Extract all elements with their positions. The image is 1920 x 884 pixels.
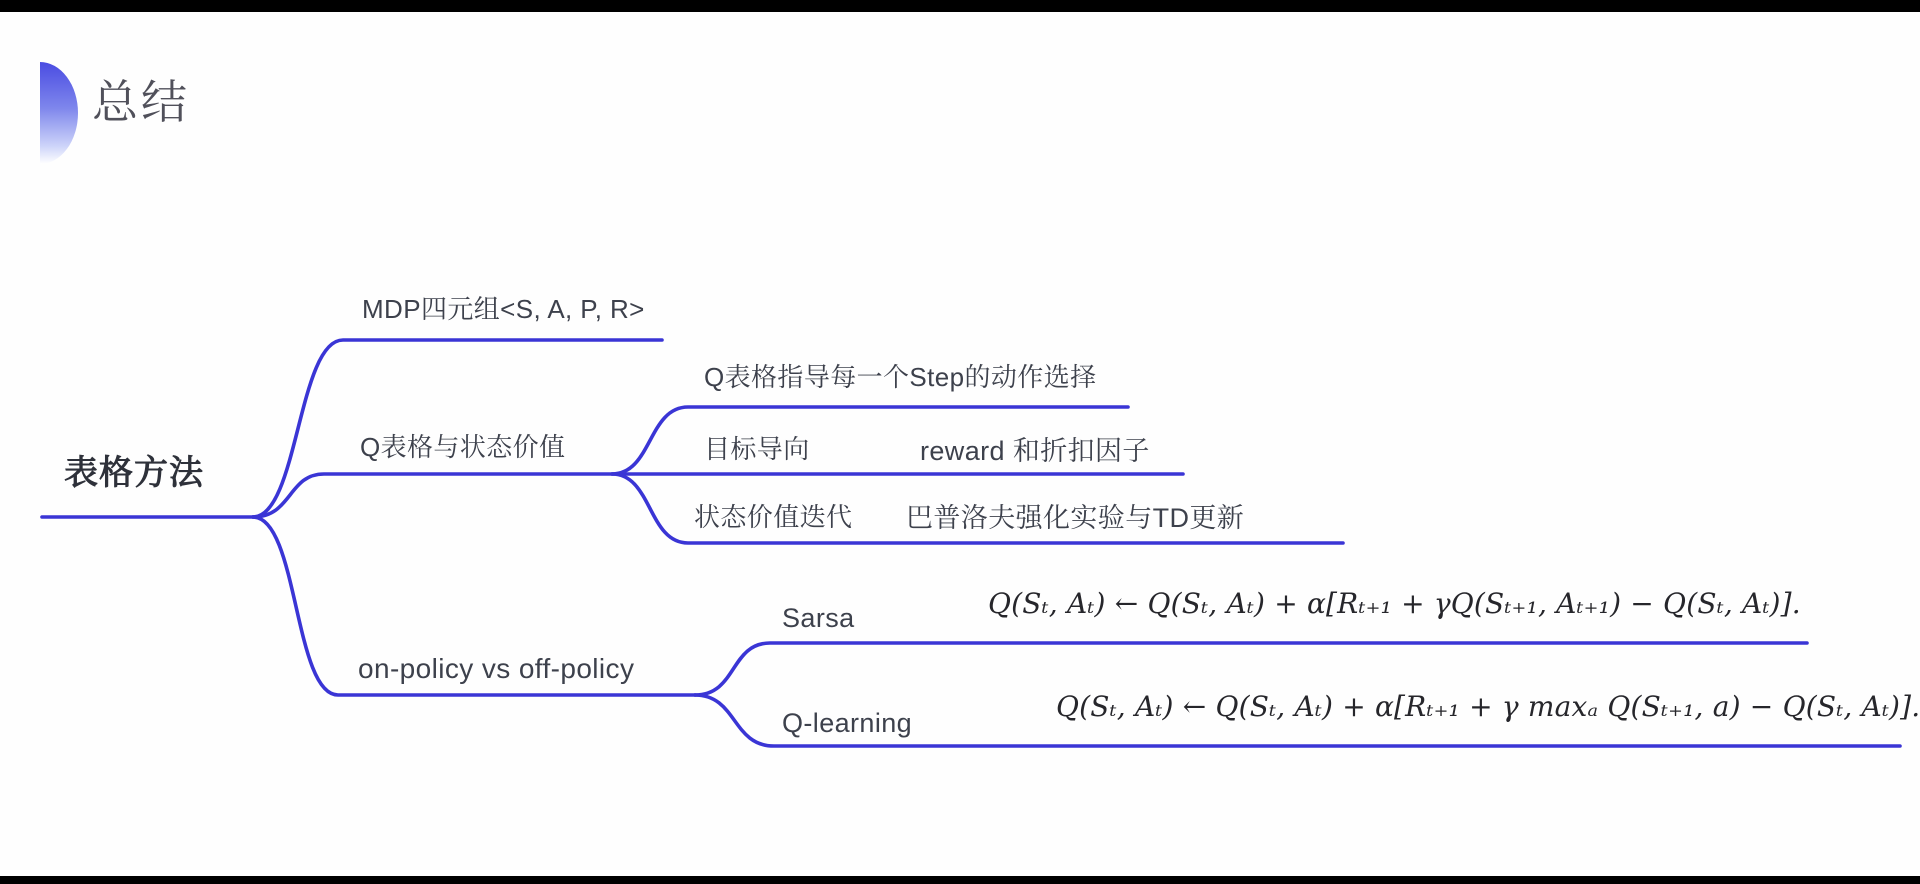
annotation-pavlov-td-update: 巴普洛夫强化实验与TD更新 [906,503,1245,533]
node-onpolicy-vs-offpolicy: on-policy vs off-policy [358,653,635,684]
page-title: 总结 [92,76,190,128]
branch-line-mdp [253,340,662,517]
branch-line-sarsa [695,643,1807,695]
node-qtable-step-action: Q表格指导每一个Step的动作选择 [704,362,1097,392]
node-qlearning: Q-learning [782,708,913,738]
node-goal-oriented: 目标导向 [704,434,810,464]
sarsa-update-formula: Q(Sₜ, Aₜ) ← Q(Sₜ, Aₜ) + α[Rₜ₊₁ + γQ(Sₜ₊₁, Aₜ₊₁) − Q(Sₜ, Aₜ)]. [988,587,1801,620]
node-mdp-tuple: MDP四元组<S, A, P, R> [362,294,645,324]
slide-canvas [0,12,1920,876]
node-qtable-state-value: Q表格与状态价值 [360,432,566,462]
node-state-value-iteration: 状态价值迭代 [694,502,853,532]
node-sarsa: Sarsa [782,603,855,633]
mindmap-root-node: 表格方法 [64,454,204,492]
qlearning-update-formula: Q(Sₜ, Aₜ) ← Q(Sₜ, Aₜ) + α[Rₜ₊₁ + γ maxₐ Q(Sₜ₊₁, a) − Q(Sₜ, Aₜ)]. [1056,690,1920,723]
annotation-reward-discount: reward 和折扣因子 [920,436,1150,466]
